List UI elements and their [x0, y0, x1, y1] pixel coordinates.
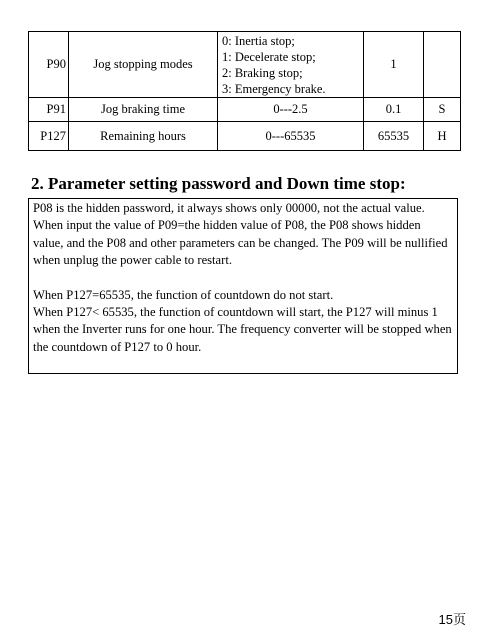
- table-row: [29, 98, 461, 122]
- table-row: [29, 122, 461, 151]
- option-item: 0: Inertia stop;: [222, 33, 295, 48]
- param-code: P90: [29, 32, 69, 98]
- param-code: P91: [29, 98, 69, 122]
- note-paragraph: When P127< 65535, the function of countdown will start, the P127 will minus 1 when the Inverter runs for one hour. The frequency converter will be stopped when the countdown of P127 to 0 hour.: [33, 305, 452, 354]
- param-default: 1: [364, 32, 424, 98]
- table-row: [29, 32, 461, 98]
- param-range: 0---2.5: [218, 98, 364, 122]
- option-item: 2: Braking stop;: [222, 65, 303, 80]
- page-number: 15页: [438, 612, 466, 627]
- note-paragraph: When input the value of P09=the hidden value of P08, the P08 shows hidden value, and the P08 and other parameters can be changed. The P09 will be nullified when unplug the power cable to restart.: [33, 218, 448, 268]
- param-unit: H: [424, 122, 461, 151]
- param-unit: S: [424, 98, 461, 122]
- param-name: Remaining hours: [69, 122, 218, 151]
- section-heading: 2. Parameter setting password and Down time stop:: [31, 174, 406, 193]
- paragraph-spacer: [33, 270, 453, 287]
- param-default: 0.1: [364, 98, 424, 122]
- note-paragraph: When P127=65535, the function of countdown do not start.: [33, 287, 334, 302]
- param-name: Jog stopping modes: [69, 32, 218, 98]
- param-code: P127: [29, 122, 69, 151]
- option-item: 1: Decelerate stop;: [222, 49, 316, 64]
- param-unit: [424, 32, 461, 98]
- parameter-table: [28, 31, 461, 151]
- password-note-box: [28, 198, 458, 374]
- option-item: 3: Emergency brake.: [222, 81, 326, 96]
- param-default: 65535: [364, 122, 424, 151]
- param-options: [218, 32, 364, 98]
- param-range: 0---65535: [218, 122, 364, 151]
- note-paragraph: P08 is the hidden password, it always shows only 00000, not the actual value.: [33, 201, 425, 215]
- param-name: Jog braking time: [69, 98, 218, 122]
